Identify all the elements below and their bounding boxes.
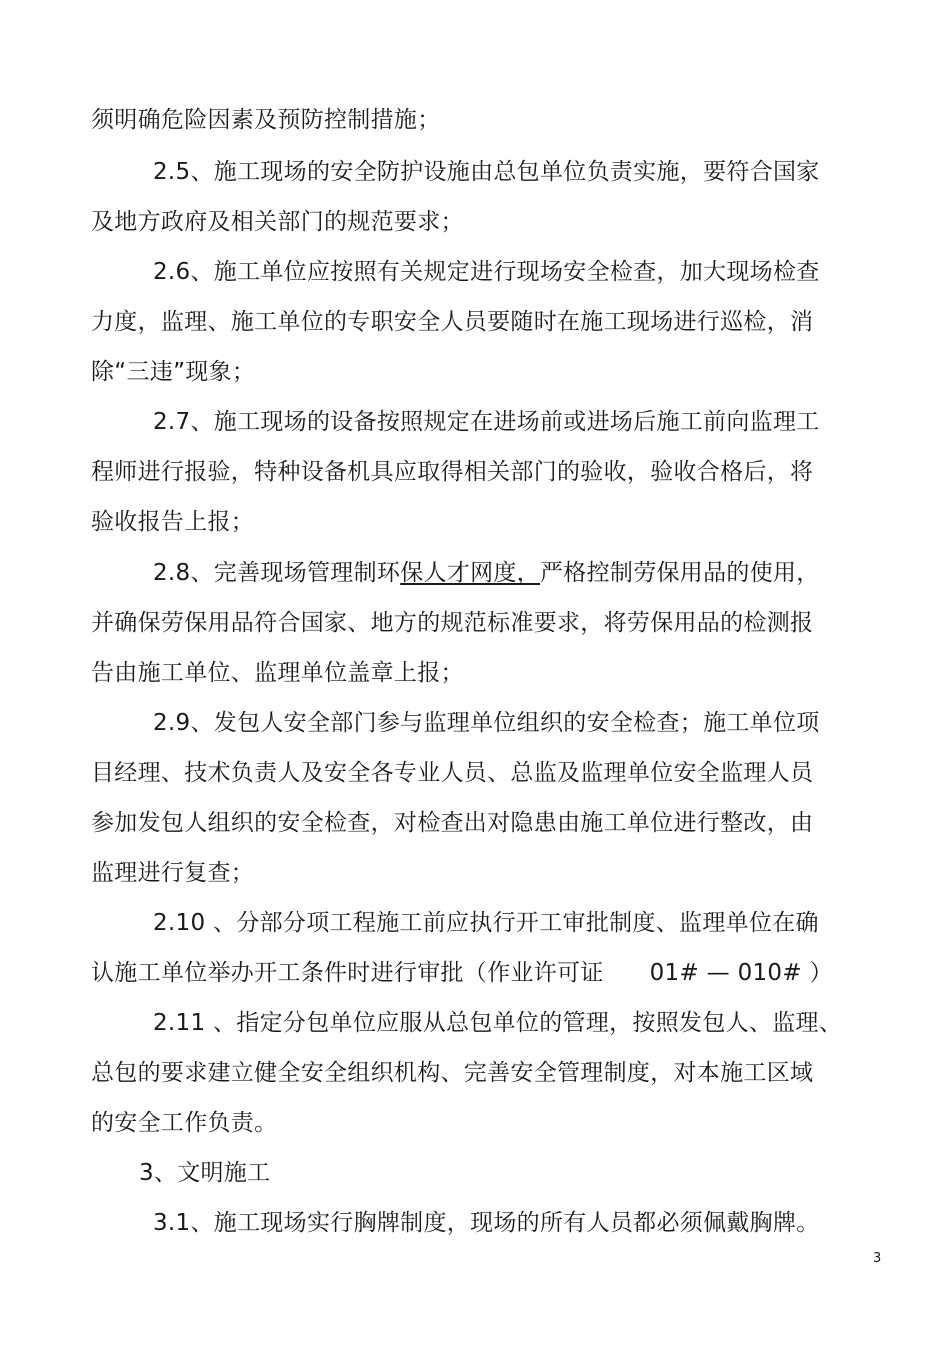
text-line: 并确保劳保用品符合国家、地方的规范标准要求，将劳保用品的检测报 — [91, 610, 814, 636]
text-line: 的安全工作负责。 — [91, 1110, 278, 1136]
text-line — [91, 958, 950, 988]
text-line: 及地方政府及相关部门的规范要求； — [91, 209, 464, 235]
text-line: 参加发包人组织的安全检查，对检查出对隐患由施工单位进行整改，由 — [91, 810, 814, 836]
text-line — [153, 558, 950, 588]
text-line: 力度，监理、施工单位的专职安全人员要随时在施工现场进行巡检，消 — [91, 309, 814, 335]
text-line: 2.5、施工现场的安全防护设施由总包单位负责实施，要符合国家 — [153, 159, 820, 185]
text-segment: 认施工单位举办开工条件时进行审批（作业许可证 — [91, 960, 604, 986]
page-number: 3 — [873, 1251, 882, 1266]
text-line: 告由施工单位、监理单位盖章上报； — [91, 660, 464, 686]
text-line: 总包的要求建立健全安全组织机构、完善安全管理制度，对本施工区域 — [91, 1060, 814, 1086]
text-line: 程师进行报验，特种设备机具应取得相关部门的验收，验收合格后，将 — [91, 459, 814, 485]
section-heading: 3、文明施工 — [139, 1160, 271, 1186]
text-line: 除“三违”现象； — [91, 359, 256, 385]
permit-number: 01# — 010# ） — [649, 960, 833, 986]
text-line: 2.6、施工单位应按照有关规定进行现场安全检查，加大现场检查 — [153, 259, 820, 285]
text-line: 验收报告上报； — [91, 509, 255, 535]
text-segment: 严格控制劳保用品的使用， — [540, 560, 820, 586]
text-line: 3.1、施工现场实行胸牌制度，现场的所有人员都必须佩戴胸牌。 — [153, 1210, 820, 1236]
text-line: 2.11 、指定分包单位应服从总包单位的管理，按照发包人、监理、 — [153, 1010, 843, 1036]
text-line: 监理进行复查； — [91, 860, 255, 886]
underlined-text: 保人才网度， — [400, 560, 540, 586]
text-line: 2.9、发包人安全部门参与监理单位组织的安全检查；施工单位项 — [153, 710, 820, 736]
text-line: 须明确危险因素及预防控制措施； — [91, 107, 441, 133]
text-line: 目经理、技术负责人及安全各专业人员、总监及监理单位安全监理人员 — [91, 760, 814, 786]
text-line: 2.10 、分部分项工程施工前应执行开工审批制度、监理单位在确 — [153, 910, 819, 936]
text-line: 2.7、施工现场的设备按照规定在进场前或进场后施工前向监理工 — [153, 409, 820, 435]
text-segment: 2.8、完善现场管理制环 — [153, 560, 401, 586]
